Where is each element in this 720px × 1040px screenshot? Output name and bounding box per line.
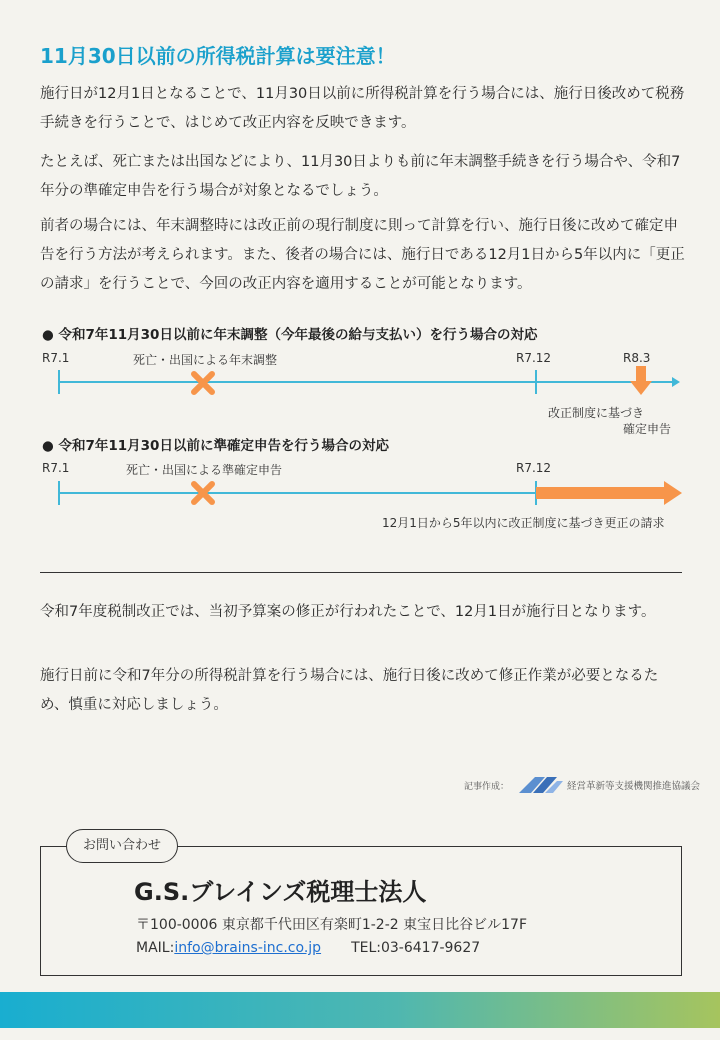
down-arrow-icon [630, 366, 652, 396]
timeline2-mid-label: R7.12 [516, 461, 552, 475]
cross-icon [190, 480, 216, 506]
timeline1-axis [58, 381, 672, 383]
period-arrow-icon [536, 481, 682, 505]
mail-label: MAIL: [136, 940, 175, 956]
timeline2-axis [58, 492, 536, 494]
timeline1-title: ● 令和7年11月30日以前に年末調整（今年最後の給与支払い）を行う場合の対応 [42, 327, 538, 343]
timeline1-event-label: 死亡・出国による年末調整 [133, 353, 278, 367]
organization-logo-icon [519, 776, 563, 794]
company-address: 〒100-0006 東京都千代田区有楽町1-2-2 東宝日比谷ビル17F [136, 917, 527, 933]
timeline1-mid-label: R7.12 [516, 351, 552, 365]
timeline1-end-note-line2: 確定申告 [623, 422, 672, 436]
section-divider [40, 572, 682, 573]
paragraph-5: 施行日前に令和7年分の所得税計算を行う場合には、施行日後に改めて修正作業が必要となるため、慎重に対応しましょう。 [40, 668, 659, 713]
timeline1-end-note-line1: 改正制度に基づき [548, 406, 645, 420]
timeline1-end-label: R8.3 [623, 351, 651, 365]
credit-organization: 経営革新等支援機関推進協議会 [567, 781, 701, 792]
cross-icon [190, 370, 216, 396]
timeline1-start-tick [58, 370, 60, 394]
timeline2-event-label: 死亡・出国による準確定申告 [126, 463, 283, 477]
footer-gradient-bar [0, 992, 720, 1028]
credit-label: 記事作成： [464, 781, 510, 792]
timeline2-start-tick [58, 481, 60, 505]
timeline2-title: ● 令和7年11月30日以前に準確定申告を行う場合の対応 [42, 438, 389, 454]
contact-badge: お問い合わせ [66, 829, 178, 863]
timeline1-arrowhead [672, 377, 680, 387]
section-heading: 11月30日以前の所得税計算は要注意！ [40, 44, 396, 68]
timeline2-start-label: R7.1 [42, 461, 70, 475]
article-credit [464, 776, 700, 794]
contact-line [136, 940, 480, 956]
contact-box [40, 846, 682, 976]
paragraph-3: 前者の場合には、年末調整時には改正前の現行制度に則って計算を行い、施行日後に改めて確定申告を行う方法が考えられます。また、後者の場合には、施行日である12月1日から5年以内に「更正の請求」を行うことで、今回の改正内容を適用することが可能となります。 [40, 218, 685, 292]
company-name: G.S.ブレインズ税理士法人 [134, 878, 427, 906]
timeline2-period-note: 12月1日から5年以内に改正制度に基づき更正の請求 [382, 516, 665, 530]
timeline1-mid-tick [535, 370, 537, 394]
paragraph-2: たとえば、死亡または出国などにより、11月30日よりも前に年末調整手続きを行う場合や、令和7年分の準確定申告を行う場合が対象となるでしょう。 [40, 154, 681, 199]
paragraph-1: 施行日が12月1日となることで、11月30日以前に所得税計算を行う場合には、施行日後改めて税務手続きを行うことで、はじめて改正内容を反映できます。 [40, 86, 685, 131]
email-link[interactable]: info@brains-inc.co.jp [174, 940, 322, 956]
timeline1-start-label: R7.1 [42, 351, 70, 365]
paragraph-4: 令和7年度税制改正では、当初予算案の修正が行われたことで、12月1日が施行日となります。 [40, 604, 656, 620]
telephone: TEL:03-6417-9627 [351, 940, 481, 956]
